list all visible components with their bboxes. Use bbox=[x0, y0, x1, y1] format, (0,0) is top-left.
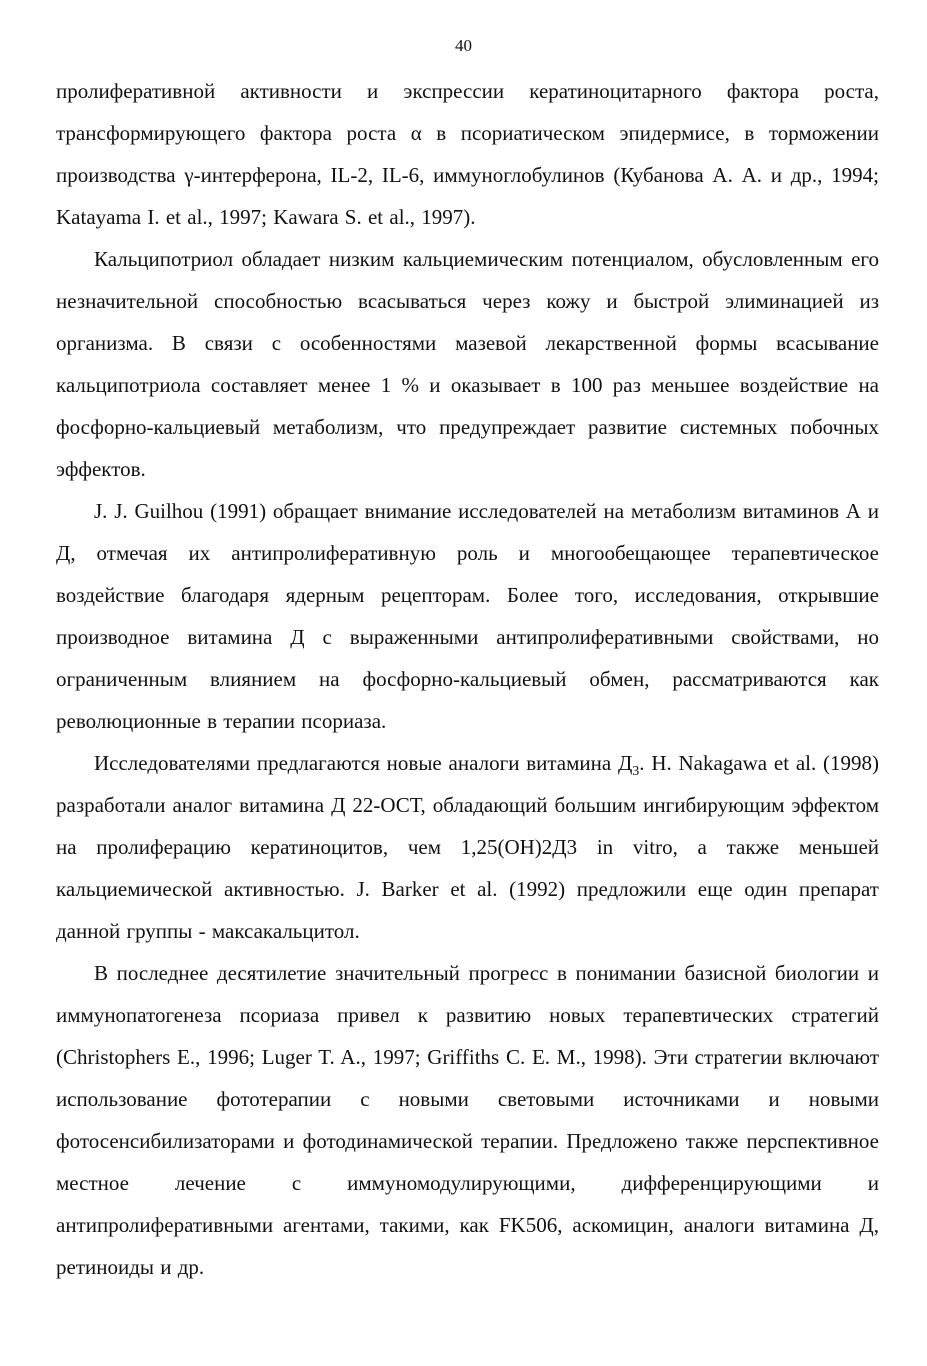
subscript-3: 3 bbox=[632, 764, 640, 780]
paragraph-3: J. J. Guilhou (1991) обращает внимание исследователей на метаболизм витаминов А и Д, отмечая их антипролиферативную роль и многообещающее терапевтическое воздействие благодаря ядерным рецепторам. Более того, исследования, открывшие производное витамина Д с выраженными антипролиферативными свойствами, но ограниченным влиянием на фосфорно-кальциевый обмен, рассматриваются как революционные в терапии псориаза. bbox=[56, 499, 879, 733]
paragraph-1: пролиферативной активности и экспрессии кератиноцитарного фактора роста, трансформирующего фактора роста α в псориатическом эпидермисе, в торможении производства γ-интерферона, IL-2, IL-6, иммуноглобулинов (Кубанова А. А. и др., 1994; Katayama I. et al., 1997; Kawara S. et al., 1997). bbox=[56, 79, 879, 229]
paragraph-4-text-start: Исследователями предлагаются новые аналоги витамина Д bbox=[94, 751, 633, 775]
page-number: 40 bbox=[455, 36, 472, 55]
paragraph-4-text-end: . H. Nakagawa et al. (1998) разработали аналог витамина Д 22-ОСТ, обладающий большим ингибирующим эффектом на пролиферацию кератиноцитов, чем 1,25(ОН)2Д3 in vitro, а также меньшей кальциемической активностью. J. Barker et al. (1992) предложили еще один препарат данной группы - максакальцитол. bbox=[56, 751, 879, 943]
paragraph-2: Кальципотриол обладает низким кальциемическим потенциалом, обусловленным его незначительной способностью всасываться через кожу и быстрой элиминацией из организма. В связи с особенностями мазевой лекарственной формы всасывание кальципотриола составляет менее 1 % и оказывает в 100 раз меньшее воздействие на фосфорно-кальциевый метаболизм, что предупреждает развитие системных побочных эффектов. bbox=[56, 247, 879, 481]
paragraph-4 bbox=[56, 742, 879, 952]
body-text bbox=[56, 70, 879, 1288]
paragraph-5: В последнее десятилетие значительный прогресс в понимании базисной биологии и иммунопатогенеза псориаза привел к развитию новых терапевтических стратегий (Christophers E., 1996; Luger T. A., 1997; Griffiths C. E. M., 1998). Эти стратегии включают использование фототерапии с новыми световыми источниками и новыми фотосенсибилизаторами и фотодинамической терапии. Предложено также перспективное местное лечение с иммуномодулирующими, дифференцирующими и антипролиферативными агентами, такими, как FK506, аскомицин, аналоги витамина Д, ретиноиды и др. bbox=[56, 961, 879, 1279]
